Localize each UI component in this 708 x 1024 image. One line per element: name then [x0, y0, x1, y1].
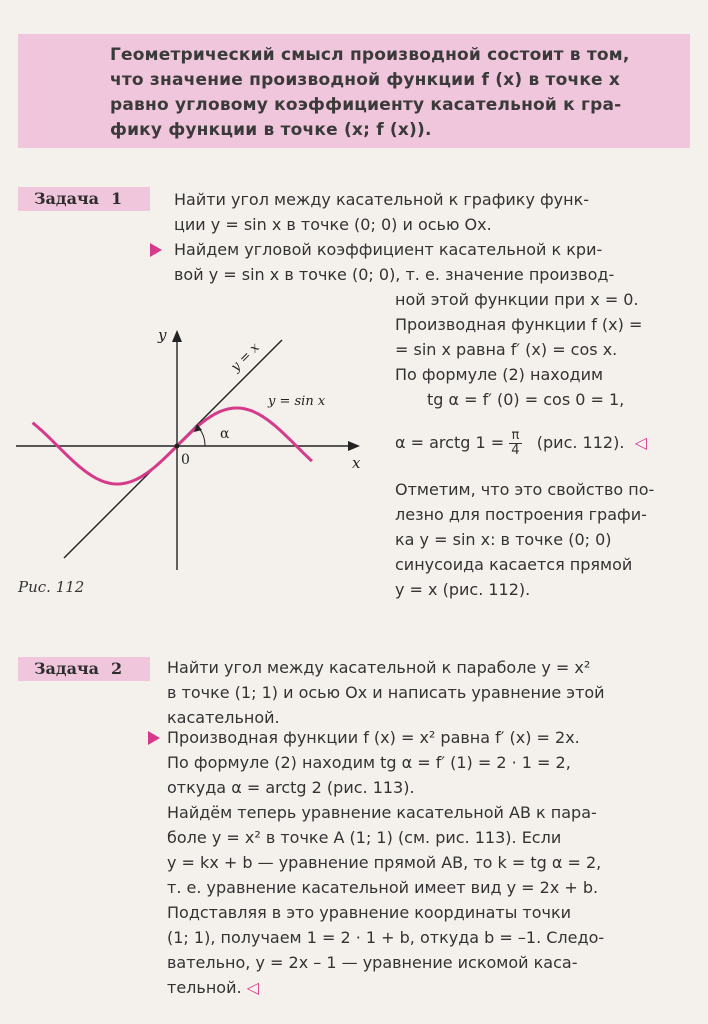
task2-statement: [167, 655, 605, 730]
origin-label: 0: [181, 452, 190, 468]
definition-callout: [18, 34, 690, 148]
task1-label-word: Задача: [34, 189, 100, 208]
x-axis-label: x: [352, 454, 361, 472]
task1-solution-line: вой y = sin x в точке (0; 0), т. е. значение производ-: [174, 265, 615, 284]
task1-note-line: ка y = sin x: в точке (0; 0): [395, 530, 612, 549]
x-axis-arrow-icon: [348, 441, 360, 451]
task2-solution-line: Производная функции f (x) = x² равна f′ (x) = 2x.: [167, 728, 580, 747]
figure-112: [0, 320, 380, 580]
task1-solution-line: = sin x равна f′ (x) = cos x.: [395, 340, 618, 359]
task1-statement: [174, 187, 589, 237]
task1-solution-line: По формуле (2) находим: [395, 365, 604, 384]
task1-note: [395, 477, 654, 602]
callout-line: равно угловому коэффициенту касательной к гра-: [110, 95, 622, 115]
task1-alpha-result: [395, 428, 647, 458]
callout-line: фику функции в точке (x; f (x)).: [110, 120, 432, 140]
task1-solution-line: Производная функции f (x) =: [395, 315, 643, 334]
task2-solution-line: [167, 975, 604, 1000]
task1-label: [18, 187, 150, 211]
task1-number: 1: [111, 189, 123, 208]
task2-solution-line: Подставляя в это уравнение координаты точки: [167, 903, 572, 922]
task1-solution-narrow: [395, 287, 642, 412]
task2-number: 2: [111, 659, 123, 678]
frac-numerator: π: [509, 429, 521, 444]
y-axis-arrow-icon: [172, 330, 182, 342]
frac-denominator: 4: [511, 443, 520, 458]
task2-label-word: Задача: [34, 659, 100, 678]
curve-label: y = sin x: [268, 394, 326, 409]
task1-note-line: y = x (рис. 112).: [395, 580, 531, 599]
task2-solution-line: откуда α = arctg 2 (рис. 113).: [167, 778, 415, 797]
task2-solution: [167, 725, 604, 1000]
task1-solution-line: ной этой функции при x = 0.: [395, 290, 639, 309]
figure-caption: Рис. 112: [18, 578, 85, 596]
line-label: y = x: [228, 340, 263, 375]
solution-marker-icon: [148, 731, 160, 745]
task1-solution-wide: [174, 237, 614, 287]
task1-statement-line: Найти угол между касательной к графику функ-: [174, 190, 590, 209]
end-mark-icon: ◁: [634, 433, 647, 452]
task2-solution-line: боле y = x² в точке A (1; 1) (см. рис. 113). Если: [167, 828, 562, 847]
task1-solution-line: tg α = f′ (0) = cos 0 = 1,: [427, 390, 625, 409]
task1-note-line: Отметим, что это свойство по-: [395, 480, 655, 499]
task2-statement-line: Найти угол между касательной к параболе y = x²: [167, 658, 591, 677]
pi-over-4-fraction: [509, 429, 521, 458]
task2-solution-line: т. е. уравнение касательной имеет вид y = 2x + b.: [167, 878, 599, 897]
angle-label: α: [220, 426, 230, 442]
task2-last-word: тельной.: [167, 978, 242, 997]
callout-line: что значение производной функции f (x) в точке x: [110, 70, 621, 90]
task1-statement-line: ции y = sin x в точке (0; 0) и осью Ox.: [174, 215, 492, 234]
task2-solution-line: y = kx + b — уравнение прямой AB, то k = tg α = 2,: [167, 853, 602, 872]
task1-note-line: лезно для построения графи-: [395, 505, 647, 524]
alpha-suffix: (рис. 112).: [536, 433, 625, 452]
task2-statement-line: в точке (1; 1) и осью Ox и написать уравнение этой: [167, 683, 605, 702]
origin-point: [175, 444, 180, 449]
solution-marker-icon: [150, 243, 162, 257]
callout-line: Геометрический смысл производной состоит в том,: [110, 45, 630, 65]
task1-solution-line: Найдем угловой коэффициент касательной к кри-: [174, 240, 603, 259]
task1-note-line: синусоида касается прямой: [395, 555, 633, 574]
task2-solution-line: Найдём теперь уравнение касательной AB к пара-: [167, 803, 597, 822]
task2-label: [18, 657, 150, 681]
task2-solution-line: (1; 1), получаем 1 = 2 · 1 + b, откуда b = –1. Следо-: [167, 928, 605, 947]
task2-solution-line: вательно, y = 2x – 1 — уравнение искомой каса-: [167, 953, 578, 972]
task2-solution-line: По формуле (2) находим tg α = f′ (1) = 2 · 1 = 2,: [167, 753, 571, 772]
y-axis-label: y: [158, 326, 167, 344]
alpha-prefix: α = arctg 1 =: [395, 433, 505, 452]
end-mark-icon: ◁: [246, 978, 259, 997]
task2-statement-line: касательной.: [167, 708, 280, 727]
